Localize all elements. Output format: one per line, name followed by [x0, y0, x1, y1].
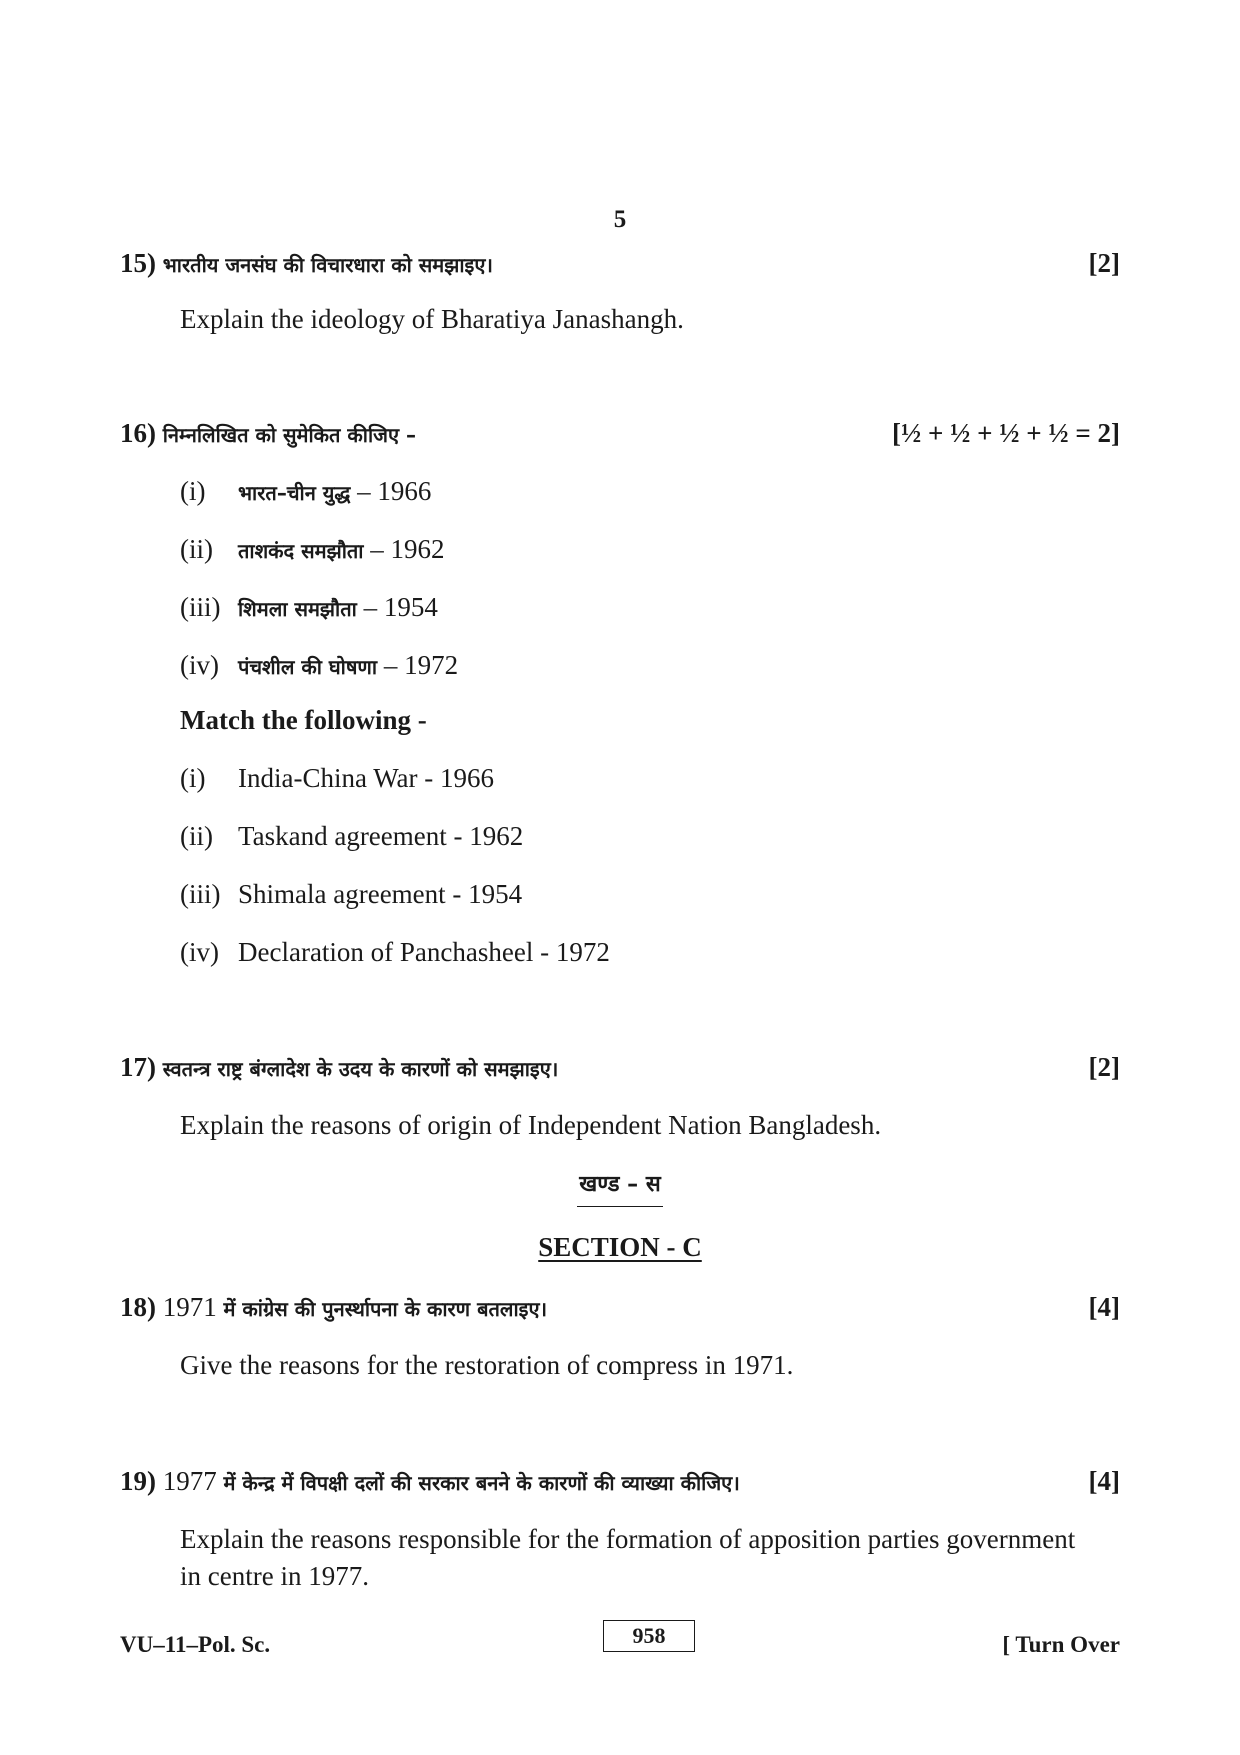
item-text: India-China War - 1966 [238, 763, 495, 793]
question-19 [120, 1466, 740, 1497]
item-year: – 1954 [363, 592, 438, 622]
item-roman: (ii) [180, 534, 213, 564]
question-18-english: Give the reasons for the restoration of compress in 1971. [180, 1350, 794, 1380]
match-item-hindi-3 [180, 592, 438, 623]
question-year: 1977 [162, 1466, 217, 1496]
item-text: Declaration of Panchasheel - 1972 [238, 937, 610, 967]
question-17-english: Explain the reasons of origin of Independent Nation Bangladesh. [180, 1110, 882, 1140]
item-text: ताशकंद समझौता [238, 539, 364, 563]
question-15-marks: [2] [1088, 248, 1120, 278]
question-number: 18) [120, 1292, 156, 1322]
question-17-marks: [2] [1088, 1052, 1120, 1082]
section-heading-english [0, 1232, 1240, 1263]
question-hindi: भारतीय जनसंघ की विचारधारा को समझाइए। [162, 253, 493, 277]
match-item-english-2 [180, 821, 523, 852]
match-item-english-3 [180, 879, 522, 910]
paper-code: VU–11–Pol. Sc. [120, 1632, 271, 1657]
section-heading-hindi [0, 1168, 1240, 1207]
question-17 [120, 1052, 558, 1083]
item-roman: (i) [180, 763, 206, 793]
question-16-marks: [½ + ½ + ½ + ½ = 2] [891, 418, 1120, 448]
question-hindi: में केन्द्र में विपक्षी दलों की सरकार बनने के कारणों की व्याख्या कीजिए। [223, 1471, 740, 1495]
question-number: 19) [120, 1466, 156, 1496]
question-15 [120, 248, 493, 279]
question-number: 17) [120, 1052, 156, 1082]
item-roman: (iv) [180, 650, 219, 680]
item-roman: (ii) [180, 821, 213, 851]
question-number: 16) [120, 418, 156, 448]
match-item-hindi-2 [180, 534, 444, 565]
item-text: Shimala agreement - 1954 [238, 879, 523, 909]
question-19-english-line2: in centre in 1977. [180, 1561, 369, 1591]
item-text: पंचशील की घोषणा [238, 655, 378, 679]
question-hindi: स्वतन्त्र राष्ट्र बंग्लादेश के उदय के कारणों को समझाइए। [162, 1057, 559, 1081]
match-heading: Match the following - [180, 705, 427, 735]
question-19-english-line1: Explain the reasons responsible for the formation of apposition parties government [180, 1524, 1076, 1554]
match-item-english-1 [180, 763, 494, 794]
question-number: 15) [120, 248, 156, 278]
question-16 [120, 418, 416, 449]
match-item-hindi-4 [180, 650, 458, 681]
question-15-english: Explain the ideology of Bharatiya Janashangh. [180, 304, 684, 334]
question-hindi: निम्नलिखित को सुमेकित कीजिए – [162, 423, 416, 447]
page-code-box: 958 [603, 1620, 695, 1652]
item-roman: (iv) [180, 937, 219, 967]
page-number: 5 [613, 206, 627, 233]
item-roman: (iii) [180, 879, 221, 909]
question-hindi: में कांग्रेस की पुनर्स्थापना के कारण बतलाइए। [223, 1297, 548, 1321]
item-year: – 1962 [370, 534, 445, 564]
item-year: – 1972 [383, 650, 459, 680]
question-18 [120, 1292, 547, 1323]
item-text: Taskand agreement - 1962 [238, 821, 524, 851]
question-year: 1971 [162, 1292, 217, 1322]
turn-over-label: [ Turn Over [1002, 1632, 1120, 1657]
item-roman: (i) [180, 476, 206, 506]
match-item-hindi-1 [180, 476, 431, 507]
match-item-english-4 [180, 937, 610, 968]
question-19-marks: [4] [1088, 1466, 1120, 1496]
item-text: भारत–चीन युद्ध [238, 481, 351, 505]
section-hindi-label: खण्ड – स [577, 1168, 662, 1207]
question-18-marks: [4] [1088, 1292, 1120, 1322]
item-year: – 1966 [357, 476, 432, 506]
item-roman: (iii) [180, 592, 221, 622]
section-english-label: SECTION - C [538, 1232, 702, 1262]
item-text: शिमला समझौता [238, 597, 357, 621]
